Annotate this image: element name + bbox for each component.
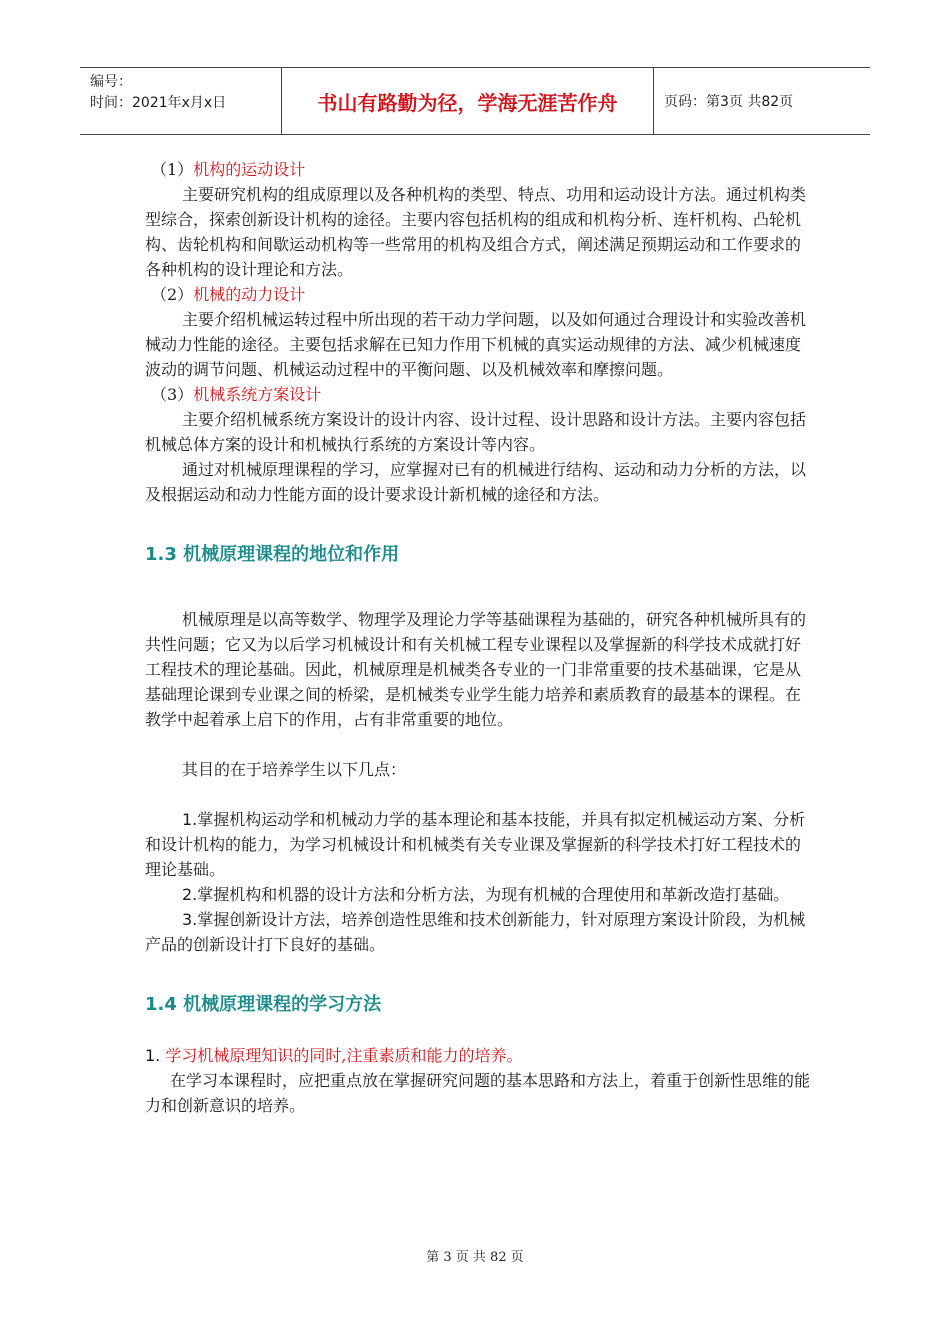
subsection-marker: （1） — [151, 160, 194, 179]
list-text: 掌握创新设计方法，培养创造性思维和技术创新能力，针对原理方案设计阶段，为机械产品的创新设计打下良好的基础。 — [145, 910, 806, 954]
section-heading-1-4: 1.4 机械原理课程的学习方法 — [145, 994, 382, 1015]
page-footer: 第 3 页 共 82 页 — [426, 1250, 524, 1265]
document-body — [145, 157, 810, 1118]
paragraph: 其目的在于培养学生以下几点： — [182, 760, 407, 779]
list-number: 1. — [145, 1046, 161, 1065]
list-number: 3. — [182, 910, 198, 929]
header-page-info: 页码：第3页 共82页 — [664, 94, 794, 110]
list-text: 掌握机构和机器的设计方法和分析方法，为现有机械的合理使用和革新改造打基础。 — [197, 885, 790, 904]
subsection-title-3 — [151, 382, 810, 407]
section-heading-1-3: 1.3 机械原理课程的地位和作用 — [145, 544, 400, 565]
paragraph: 在学习本课程时，应把重点放在掌握研究问题的基本思路和方法上，着重于创新性思维的能力和创新意识的培养。 — [145, 1071, 811, 1115]
document-number-label: 编号： — [90, 74, 132, 90]
subsection-marker: （2） — [151, 285, 194, 304]
list-number: 2. — [182, 885, 198, 904]
subsection-marker: （3） — [151, 385, 194, 404]
paragraph: 通过对机械原理课程的学习，应掌握对已有的机械进行结构、运动和动力分析的方法，以及根据运动和动力性能方面的设计要求设计新机械的途径和方法。 — [145, 460, 807, 504]
list-text: 掌握机构运动学和机械动力学的基本理论和基本技能，并具有拟定机械运动方案、分析和设计机构的能力，为学习机械设计和机械类有关专业课及掌握新的科学技术打好工程技术的理论基础。 — [145, 810, 806, 879]
header-motto: 书山有路勤为径，学海无涯苦作舟 — [282, 68, 654, 134]
method-title-1 — [145, 1043, 810, 1068]
paragraph: 主要研究机构的组成原理以及各种机构的类型、特点、功用和运动设计方法。通过机构类型综合，探索创新设计机构的途径。主要内容包括机构的组成和机构分析、连杆机构、凸轮机构、齿轮机构和间歇运动机构等一些常用的机构及组合方式，阐述满足预期运动和工作要求的各种机构的设计理论和方法。 — [145, 185, 807, 279]
paragraph: 机械原理是以高等数学、物理学及理论力学等基础课程为基础的，研究各种机械所具有的共性问题；它又为以后学习机械设计和有关机械工程专业课程以及掌握新的科学技术成就打好工程技术的理论基础。因此，机械原理是机械类各专业的一门非常重要的技术基础课，它是从基础理论课到专业课之间的桥梁，是机械类专业学生能力培养和素质教育的最基本的课程。在教学中起着承上启下的作用，占有非常重要的地位。 — [145, 610, 807, 729]
subsection-heading: 机械系统方案设计 — [193, 385, 322, 404]
subsection-heading: 机构的运动设计 — [193, 160, 306, 179]
list-item — [145, 907, 810, 957]
subsection-heading: 机械的动力设计 — [193, 285, 306, 304]
page-header — [80, 67, 870, 135]
subsection-title-1 — [151, 157, 810, 182]
subsection-title-2 — [151, 282, 810, 307]
list-number: 1. — [182, 810, 198, 829]
paragraph: 主要介绍机械运转过程中所出现的若干动力学问题，以及如何通过合理设计和实验改善机械动力性能的途径。主要包括求解在已知力作用下机械的真实运动规律的方法、减少机械速度波动的调节问题、机械运动过程中的平衡问题、以及机械效率和摩擦问题。 — [145, 310, 807, 379]
paragraph: 主要介绍机械系统方案设计的设计内容、设计过程、设计思路和设计方法。主要内容包括机械总体方案的设计和机械执行系统的方案设计等内容。 — [145, 410, 807, 454]
header-meta — [80, 68, 282, 134]
document-time-label: 时间：2021年x月x日 — [90, 95, 227, 111]
list-item — [145, 882, 810, 907]
list-item — [145, 807, 810, 882]
method-heading: 学习机械原理知识的同时,注重素质和能力的培养。 — [165, 1046, 523, 1065]
